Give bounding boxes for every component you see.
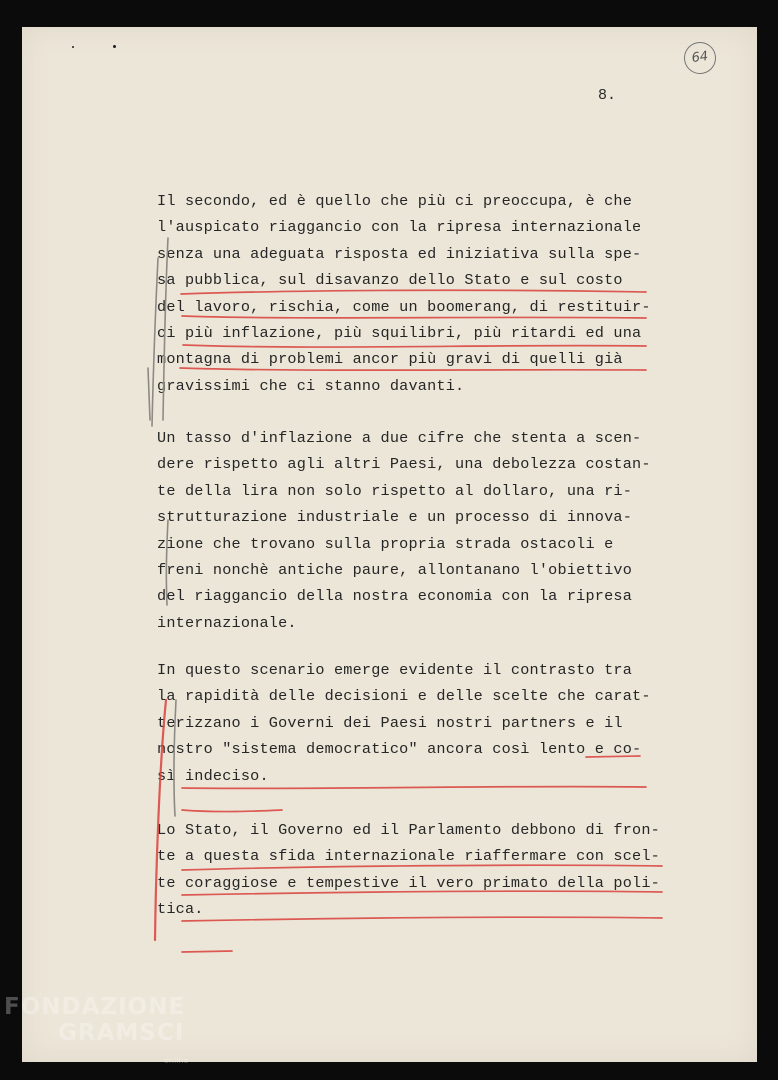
paragraph-3 xyxy=(157,657,657,789)
text-line: te a questa sfida internazionale riaffermare con scel- xyxy=(157,847,660,866)
text-line: Il secondo, ed è quello che più ci preoccupa, è che xyxy=(157,192,633,210)
text-line: del riaggancio della nostra economia con la ripresa xyxy=(157,587,633,606)
page-number: 8. xyxy=(598,87,617,104)
paragraph-2 xyxy=(157,425,657,636)
text-line: tica. xyxy=(157,900,204,919)
paragraph-1 xyxy=(157,188,657,399)
text-line: gravissimi che ci stanno davanti. xyxy=(157,376,465,395)
text-line: sa pubblica, sul disavanzo dello Stato e sul costo xyxy=(157,271,623,290)
text-line: zione che trovano sulla propria strada ostacoli e xyxy=(157,534,614,553)
text-line: te coraggiose e tempestive il vero primato della poli- xyxy=(157,873,660,892)
ink-dot xyxy=(72,46,74,48)
watermark-logo xyxy=(4,994,189,1065)
text-line: Un tasso d'inflazione a due cifre che stenta a scen- xyxy=(157,429,642,447)
text-line: nostro "sistema democratico" ancora così lento e co- xyxy=(157,740,642,759)
text-line: montagna di problemi ancor più gravi di quelli già xyxy=(157,350,623,369)
paragraph-4 xyxy=(157,817,660,923)
text-line: sì indeciso. xyxy=(157,766,269,785)
archive-number-stamp: 64 xyxy=(682,40,718,76)
text-line: In questo scenario emerge evidente il contrasto tra xyxy=(157,661,633,679)
watermark-line-1: FONDAZIONE xyxy=(4,994,186,1020)
text-line: l'auspicato riaggancio con la ripresa internazionale xyxy=(157,218,642,237)
watermark-line-2: GRAMSCI xyxy=(58,1020,185,1046)
text-line: internazionale. xyxy=(157,613,297,632)
text-line: strutturazione industriale e un processo di innova- xyxy=(157,508,633,527)
text-line: terizzano i Governi dei Paesi nostri partners e il xyxy=(157,713,623,732)
text-line: Lo Stato, il Governo ed il Parlamento debbono di fron- xyxy=(157,821,660,839)
text-line: ci più inflazione, più squilibri, più ritardi ed una xyxy=(157,324,642,343)
text-line: dere rispetto agli altri Paesi, una debolezza costan- xyxy=(157,455,651,474)
text-line: la rapidità delle decisioni e delle scelte che carat- xyxy=(157,687,651,706)
text-line: senza una adeguata risposta ed iniziativa sulla spe- xyxy=(157,244,642,263)
text-line: te della lira non solo rispetto al dollaro, una ri- xyxy=(157,481,633,500)
watermark-line-3: online xyxy=(164,1056,189,1065)
ink-dot xyxy=(113,45,116,48)
text-line: del lavoro, rischia, come un boomerang, di restituir- xyxy=(157,297,651,316)
text-line: freni nonchè antiche paure, allontanano l'obiettivo xyxy=(157,561,633,580)
